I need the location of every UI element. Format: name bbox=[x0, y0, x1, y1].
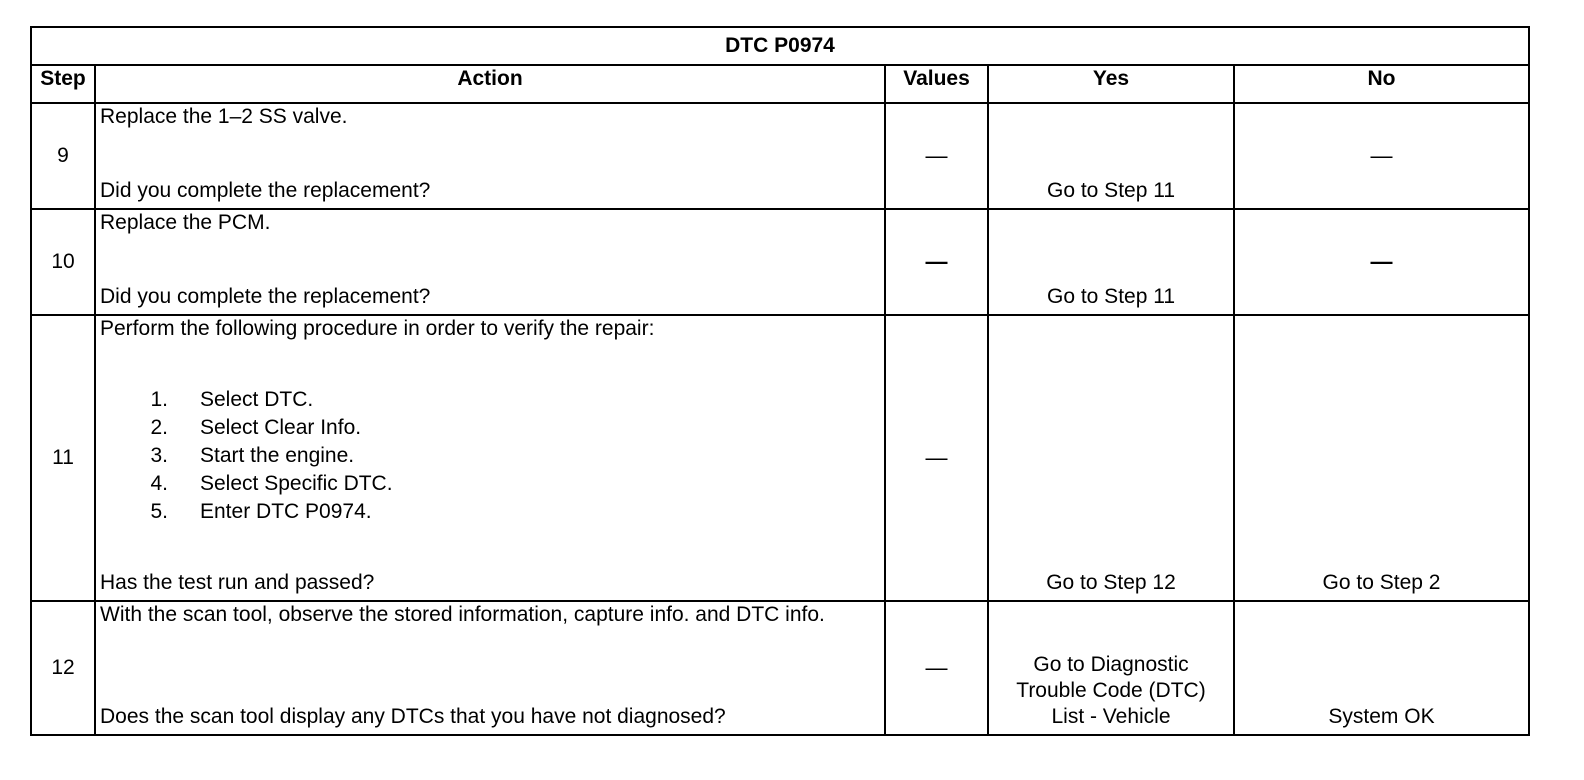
action-cell bbox=[95, 209, 885, 315]
values-dash: — bbox=[925, 248, 948, 274]
procedure-step bbox=[100, 442, 880, 470]
action-cell bbox=[95, 103, 885, 209]
procedure-step-text: Select Specific DTC. bbox=[200, 472, 393, 495]
yes-cell bbox=[988, 209, 1234, 315]
procedure-step bbox=[100, 414, 880, 442]
yes-link-line: Trouble Code (DTC) bbox=[1016, 679, 1206, 702]
no-link: Go to Step 2 bbox=[1322, 571, 1441, 594]
table-row bbox=[31, 315, 1529, 601]
no-dash: — bbox=[1370, 248, 1393, 274]
action-instruction: With the scan tool, observe the stored information, capture info. and DTC info. bbox=[100, 603, 825, 626]
procedure-list bbox=[100, 386, 880, 526]
values-cell bbox=[885, 315, 988, 601]
no-link: System OK bbox=[1328, 705, 1435, 728]
values-cell bbox=[885, 601, 988, 735]
values-cell bbox=[885, 103, 988, 209]
procedure-step-text: Select DTC. bbox=[200, 388, 314, 411]
step-number: 10 bbox=[31, 209, 95, 315]
values-dash: — bbox=[925, 142, 948, 168]
values-dash: — bbox=[925, 654, 948, 680]
no-dash: — bbox=[1370, 142, 1393, 168]
procedure-step-number: 5. bbox=[150, 500, 168, 523]
values-cell bbox=[885, 209, 988, 315]
yes-link: Go to Step 11 bbox=[1046, 179, 1176, 202]
action-question: Does the scan tool display any DTCs that you have not diagnosed? bbox=[100, 705, 726, 728]
yes-cell bbox=[988, 103, 1234, 209]
no-cell bbox=[1234, 601, 1529, 735]
step-number: 9 bbox=[31, 103, 95, 209]
values-dash: — bbox=[925, 444, 948, 470]
action-instruction: Replace the 1–2 SS valve. bbox=[100, 105, 348, 128]
yes-link-line: Go to Diagnostic bbox=[1033, 653, 1189, 676]
table-title: DTC P0974 bbox=[31, 27, 1529, 65]
no-cell bbox=[1234, 315, 1529, 601]
table-row bbox=[31, 209, 1529, 315]
procedure-step bbox=[100, 470, 880, 498]
no-cell bbox=[1234, 209, 1529, 315]
procedure-step-text: Select Clear Info. bbox=[200, 416, 362, 439]
yes-link: Go to Step 12 bbox=[1046, 571, 1176, 594]
header-row bbox=[31, 65, 1529, 103]
procedure-step-number: 1. bbox=[150, 388, 168, 411]
dtc-table bbox=[30, 26, 1530, 736]
yes-link bbox=[989, 652, 1233, 734]
procedure-step bbox=[100, 386, 880, 414]
procedure-step-number: 3. bbox=[150, 444, 168, 467]
action-instruction: Replace the PCM. bbox=[100, 211, 271, 234]
step-number: 12 bbox=[31, 601, 95, 735]
action-cell bbox=[95, 601, 885, 735]
no-cell bbox=[1234, 103, 1529, 209]
action-question: Did you complete the replacement? bbox=[100, 179, 431, 202]
procedure-step-text: Enter DTC P0974. bbox=[200, 500, 372, 523]
action-cell bbox=[95, 315, 885, 601]
procedure-step-number: 4. bbox=[150, 472, 168, 495]
yes-link: Go to Step 11 bbox=[1046, 285, 1176, 308]
step-number: 11 bbox=[31, 315, 95, 601]
table-row bbox=[31, 103, 1529, 209]
header-step: Step bbox=[31, 65, 95, 103]
header-values: Values bbox=[885, 65, 988, 103]
header-yes: Yes bbox=[988, 65, 1234, 103]
table-row bbox=[31, 601, 1529, 735]
procedure-step bbox=[100, 498, 880, 526]
header-no: No bbox=[1234, 65, 1529, 103]
header-action: Action bbox=[95, 65, 885, 103]
procedure-step-text: Start the engine. bbox=[200, 444, 355, 467]
procedure-step-number: 2. bbox=[150, 416, 168, 439]
yes-link-line: List - Vehicle bbox=[1051, 705, 1171, 728]
action-instruction: Perform the following procedure in order to verify the repair: bbox=[100, 317, 655, 340]
action-question: Has the test run and passed? bbox=[100, 571, 375, 594]
yes-cell bbox=[988, 315, 1234, 601]
yes-cell bbox=[988, 601, 1234, 735]
action-question: Did you complete the replacement? bbox=[100, 285, 431, 308]
